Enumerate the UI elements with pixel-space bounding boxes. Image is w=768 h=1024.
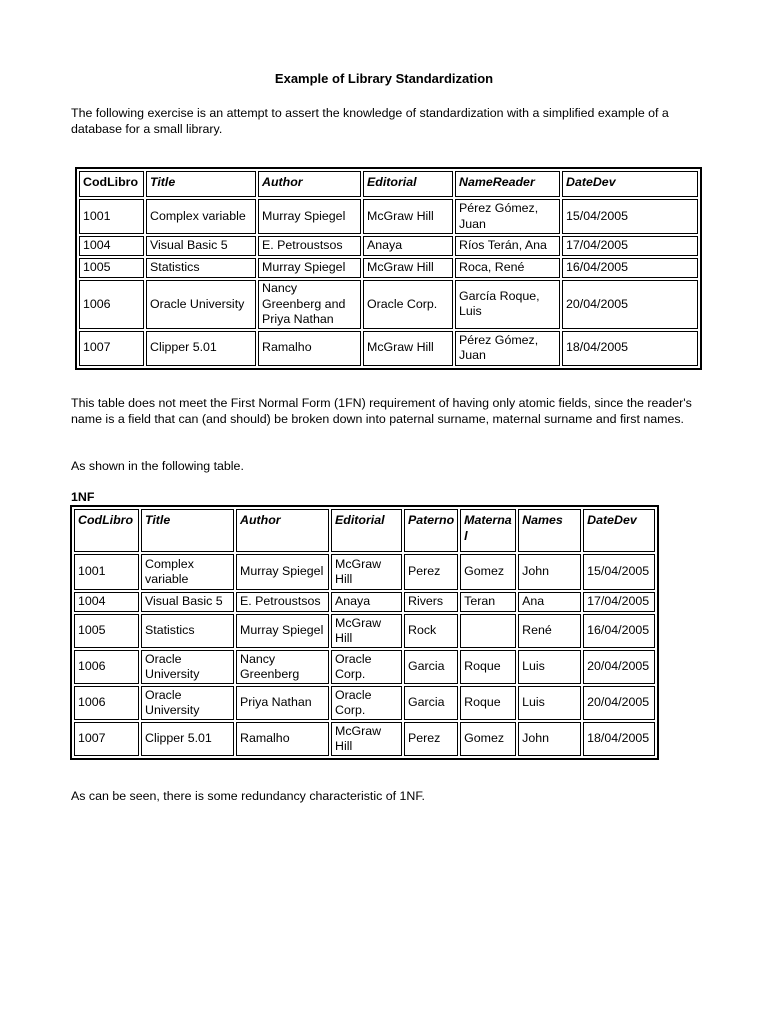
cell-datedev: 18/04/2005: [583, 722, 655, 756]
cell-author: Nancy Greenberg: [236, 650, 329, 684]
cell-title: Statistics: [146, 258, 256, 278]
cell-names: Luis: [518, 650, 581, 684]
cell-datedev: 15/04/2005: [583, 554, 655, 590]
cell-maternal: Gomez: [460, 722, 516, 756]
library-table-unnormalized: [75, 167, 702, 370]
header-names: Names: [518, 509, 581, 552]
cell-paterno: Rock: [404, 614, 458, 648]
cell-paterno: Perez: [404, 554, 458, 590]
cell-author: Murray Spiegel: [258, 199, 361, 234]
table-row: [79, 199, 698, 234]
cell-maternal: Teran: [460, 592, 516, 612]
cell-author: E. Petroustsos: [258, 236, 361, 256]
header-author: Author: [258, 171, 361, 197]
cell-title: Oracle University: [141, 650, 234, 684]
table-row: [79, 331, 698, 366]
table-row: [74, 592, 655, 612]
cell-title: Visual Basic 5: [141, 592, 234, 612]
cell-codlibro: 1001: [79, 199, 144, 234]
header-editorial: Editorial: [363, 171, 453, 197]
cell-author: Nancy Greenberg and Priya Nathan: [258, 280, 361, 329]
cell-names: René: [518, 614, 581, 648]
cell-editorial: Oracle Corp.: [363, 280, 453, 329]
cell-maternal: [460, 614, 516, 648]
library-table-1nf: [70, 505, 659, 760]
table-row: [79, 280, 698, 329]
cell-codlibro: 1006: [74, 686, 139, 720]
cell-codlibro: 1005: [79, 258, 144, 278]
cell-author: Ramalho: [258, 331, 361, 366]
cell-author: Murray Spiegel: [236, 614, 329, 648]
cell-author: Priya Nathan: [236, 686, 329, 720]
cell-editorial: McGraw Hill: [331, 554, 402, 590]
header-codlibro: CodLibro: [74, 509, 139, 552]
cell-title: Visual Basic 5: [146, 236, 256, 256]
cell-editorial: McGraw Hill: [363, 331, 453, 366]
cell-datedev: 17/04/2005: [562, 236, 698, 256]
cell-title: Statistics: [141, 614, 234, 648]
cell-namereader: Pérez Gómez, Juan: [455, 331, 560, 366]
cell-codlibro: 1007: [79, 331, 144, 366]
intro-paragraph: The following exercise is an attempt to assert the knowledge of standardization with a simplified example of a database for a small library.: [71, 106, 669, 136]
cell-names: Luis: [518, 686, 581, 720]
table-row: [79, 236, 698, 256]
cell-title: Complex variable: [146, 199, 256, 234]
first-normal-form-paragraph: This table does not meet the First Normal Form (1FN) requirement of having only atomic fields, since the reader's name is a field that can (and should) be broken down into paternal surname, maternal surname and first names.: [71, 396, 692, 426]
cell-editorial: Anaya: [363, 236, 453, 256]
cell-names: John: [518, 722, 581, 756]
header-title: Title: [146, 171, 256, 197]
cell-editorial: McGraw Hill: [363, 258, 453, 278]
cell-editorial: McGraw Hill: [363, 199, 453, 234]
table-header-row: [74, 509, 655, 552]
cell-author: Ramalho: [236, 722, 329, 756]
cell-namereader: Pérez Gómez, Juan: [455, 199, 560, 234]
header-datedev: DateDev: [583, 509, 655, 552]
cell-namereader: Roca, René: [455, 258, 560, 278]
cell-datedev: 15/04/2005: [562, 199, 698, 234]
cell-names: John: [518, 554, 581, 590]
cell-editorial: Anaya: [331, 592, 402, 612]
cell-author: Murray Spiegel: [236, 554, 329, 590]
cell-editorial: Oracle Corp.: [331, 650, 402, 684]
cell-datedev: 20/04/2005: [583, 650, 655, 684]
cell-codlibro: 1006: [79, 280, 144, 329]
cell-codlibro: 1005: [74, 614, 139, 648]
table-row: [74, 722, 655, 756]
header-maternal: Materna l: [460, 509, 516, 552]
table-row: [79, 258, 698, 278]
cell-namereader: García Roque, Luis: [455, 280, 560, 329]
cell-maternal: Gomez: [460, 554, 516, 590]
cell-names: Ana: [518, 592, 581, 612]
table-row: [74, 650, 655, 684]
cell-maternal: Roque: [460, 686, 516, 720]
cell-datedev: 20/04/2005: [562, 280, 698, 329]
header-editorial: Editorial: [331, 509, 402, 552]
cell-codlibro: 1006: [74, 650, 139, 684]
table-header-row: [79, 171, 698, 197]
table-row: [74, 614, 655, 648]
cell-title: Oracle University: [141, 686, 234, 720]
header-namereader: NameReader: [455, 171, 560, 197]
as-shown-paragraph: As shown in the following table.: [71, 459, 244, 473]
cell-paterno: Perez: [404, 722, 458, 756]
cell-datedev: 17/04/2005: [583, 592, 655, 612]
header-datedev: DateDev: [562, 171, 698, 197]
cell-datedev: 16/04/2005: [583, 614, 655, 648]
cell-editorial: McGraw Hill: [331, 722, 402, 756]
cell-author: E. Petroustsos: [236, 592, 329, 612]
cell-editorial: Oracle Corp.: [331, 686, 402, 720]
cell-datedev: 16/04/2005: [562, 258, 698, 278]
cell-codlibro: 1007: [74, 722, 139, 756]
cell-datedev: 20/04/2005: [583, 686, 655, 720]
cell-codlibro: 1004: [74, 592, 139, 612]
table-row: [74, 686, 655, 720]
cell-paterno: Rivers: [404, 592, 458, 612]
cell-title: Complex variable: [141, 554, 234, 590]
cell-paterno: Garcia: [404, 650, 458, 684]
cell-editorial: McGraw Hill: [331, 614, 402, 648]
cell-author: Murray Spiegel: [258, 258, 361, 278]
cell-title: Oracle University: [146, 280, 256, 329]
redundancy-paragraph: As can be seen, there is some redundancy characteristic of 1NF.: [71, 789, 425, 803]
header-author: Author: [236, 509, 329, 552]
cell-datedev: 18/04/2005: [562, 331, 698, 366]
header-codlibro: CodLibro: [79, 171, 144, 197]
document-title: Example of Library Standardization: [274, 71, 494, 86]
header-paterno: Paterno: [404, 509, 458, 552]
cell-namereader: Ríos Terán, Ana: [455, 236, 560, 256]
section-label-1nf: 1NF: [71, 490, 95, 504]
cell-codlibro: 1001: [74, 554, 139, 590]
cell-title: Clipper 5.01: [141, 722, 234, 756]
cell-codlibro: 1004: [79, 236, 144, 256]
header-title: Title: [141, 509, 234, 552]
table-row: [74, 554, 655, 590]
cell-paterno: Garcia: [404, 686, 458, 720]
cell-maternal: Roque: [460, 650, 516, 684]
cell-title: Clipper 5.01: [146, 331, 256, 366]
